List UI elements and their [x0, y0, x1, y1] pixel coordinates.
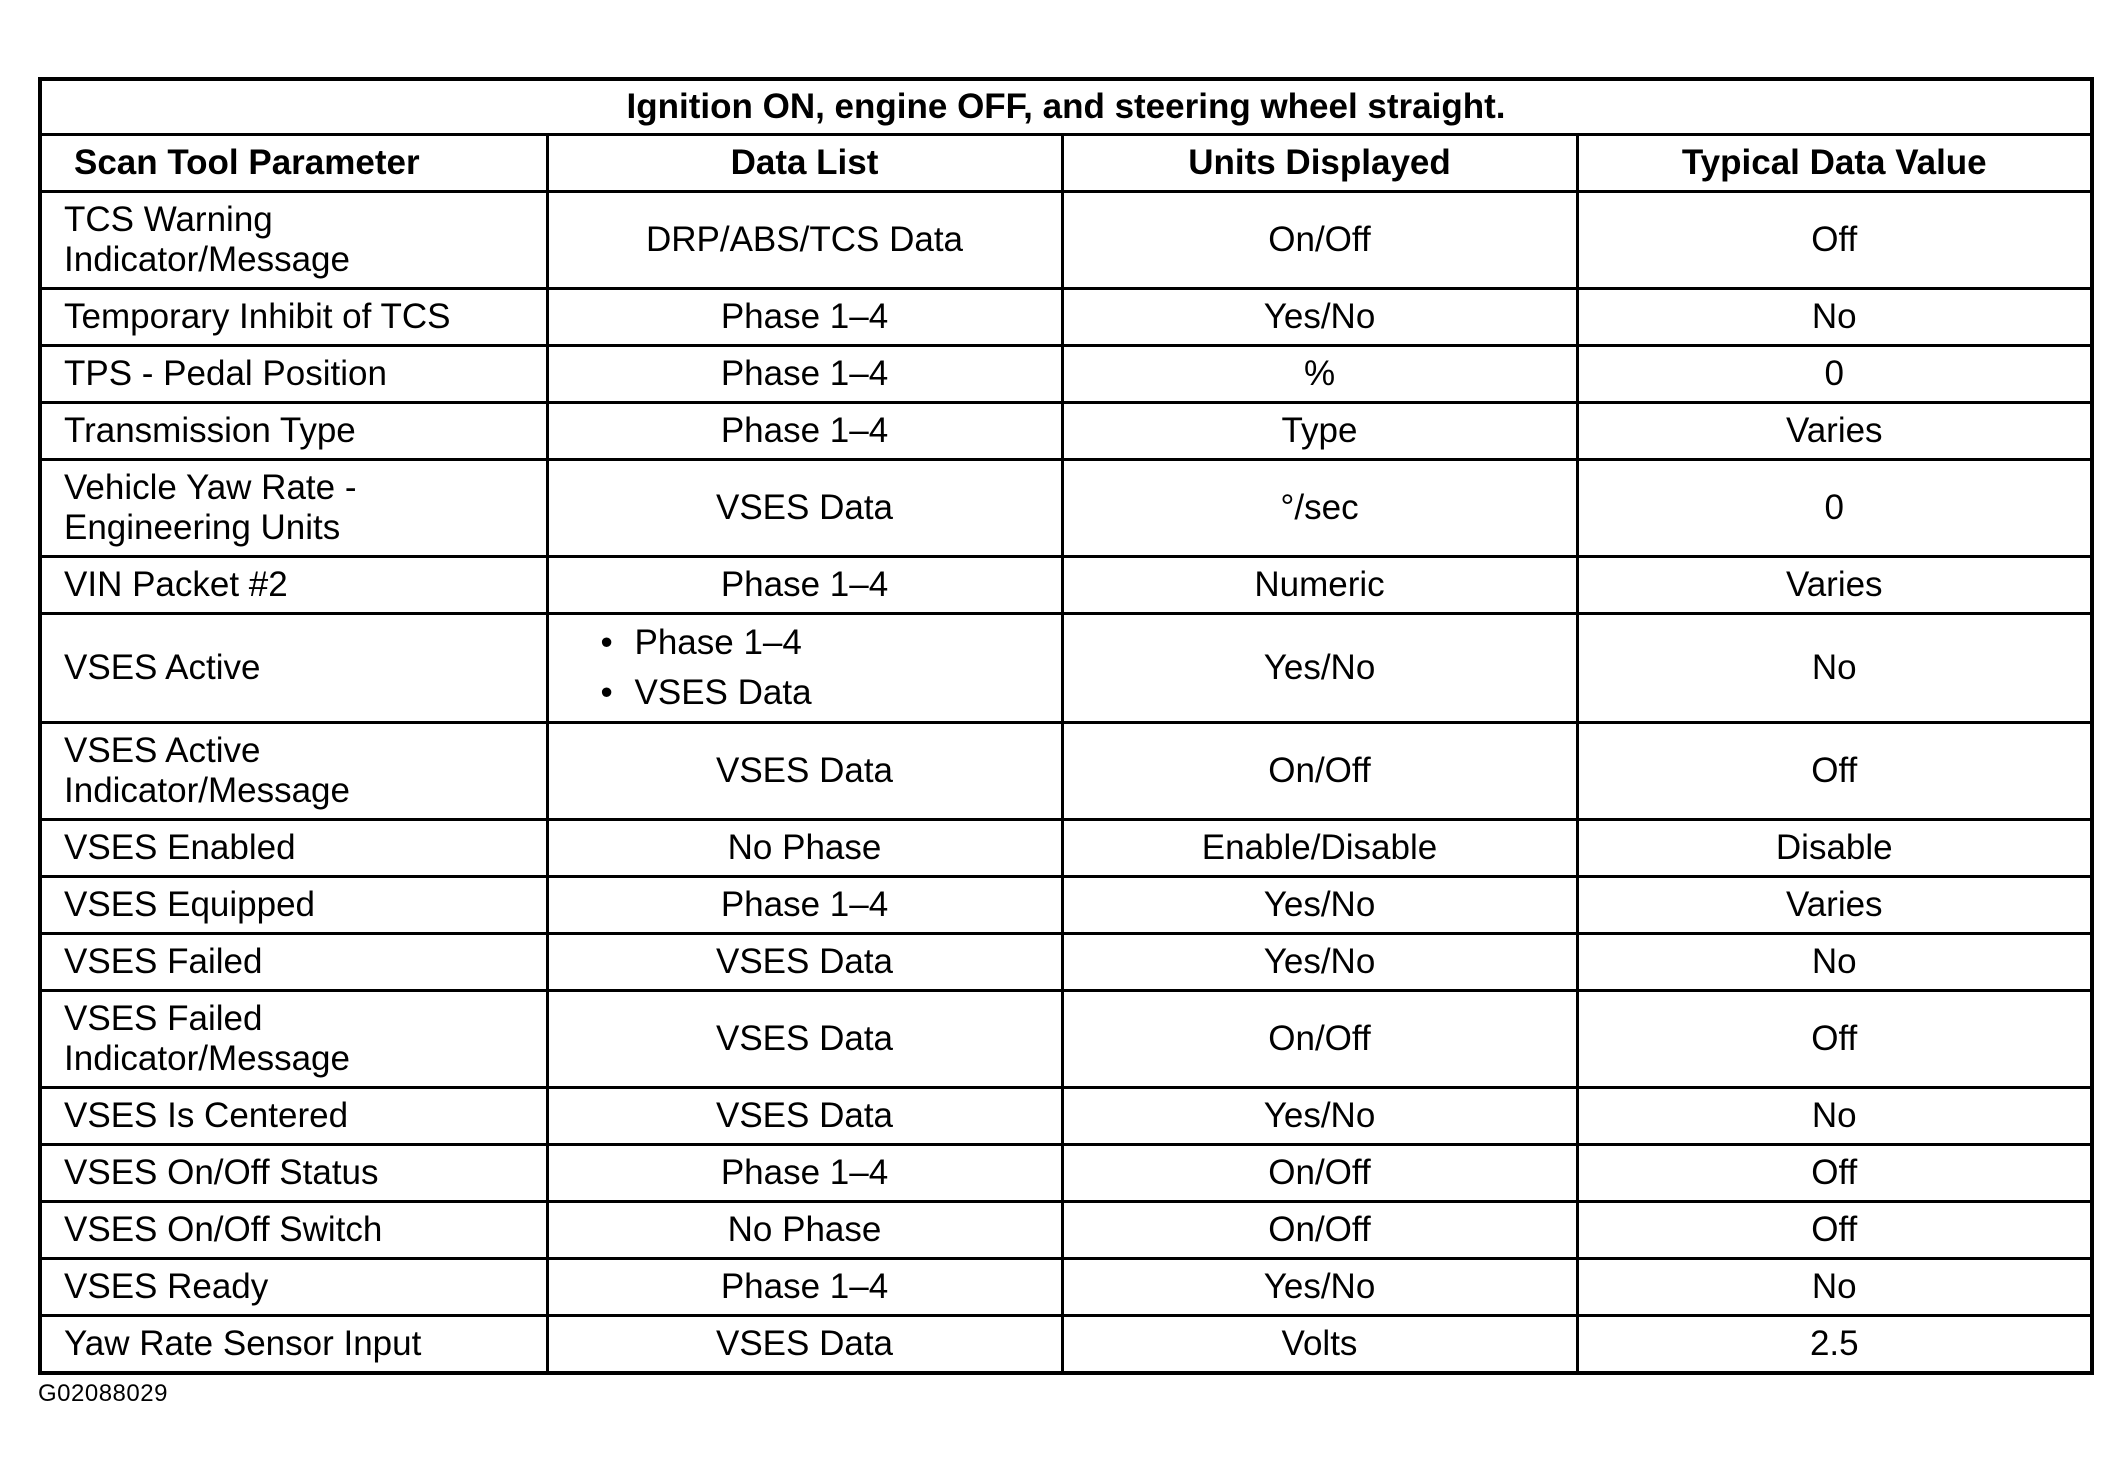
table-row — [40, 877, 2092, 934]
parameter-cell: Transmission Type — [40, 403, 547, 460]
units-cell: Yes/No — [1062, 1088, 1577, 1145]
parameter-cell: VSES Active Indicator/Message — [40, 723, 547, 820]
table-row — [40, 1202, 2092, 1259]
units-cell: Numeric — [1062, 557, 1577, 614]
parameter-cell: VSES Failed Indicator/Message — [40, 991, 547, 1088]
typical-value-cell: Disable — [1577, 820, 2092, 877]
typical-value-cell: Off — [1577, 991, 2092, 1088]
parameter-cell: Vehicle Yaw Rate - Engineering Units — [40, 460, 547, 557]
data-list-cell: VSES Data — [547, 460, 1062, 557]
typical-value-cell: Varies — [1577, 877, 2092, 934]
parameter-cell: VSES Equipped — [40, 877, 547, 934]
units-cell: Yes/No — [1062, 289, 1577, 346]
units-cell: On/Off — [1062, 1145, 1577, 1202]
table-row — [40, 820, 2092, 877]
typical-value-cell: Varies — [1577, 403, 2092, 460]
parameter-cell: VSES On/Off Switch — [40, 1202, 547, 1259]
header-typical-data-value: Typical Data Value — [1577, 135, 2092, 192]
data-list-cell: Phase 1–4 — [547, 1259, 1062, 1316]
table-row — [40, 346, 2092, 403]
header-scan-tool-parameter: Scan Tool Parameter — [40, 135, 547, 192]
typical-value-cell: No — [1577, 934, 2092, 991]
parameter-cell: TCS Warning Indicator/Message — [40, 192, 547, 289]
data-list-cell: Phase 1–4 — [547, 346, 1062, 403]
data-list-cell: VSES Data — [547, 1088, 1062, 1145]
scan-tool-data-table — [38, 77, 2094, 1375]
units-cell: Yes/No — [1062, 614, 1577, 723]
typical-value-cell: No — [1577, 614, 2092, 723]
units-cell: Yes/No — [1062, 934, 1577, 991]
data-list-cell: Phase 1–4 — [547, 1145, 1062, 1202]
units-cell: On/Off — [1062, 192, 1577, 289]
table-row — [40, 1088, 2092, 1145]
data-list-cell: Phase 1–4 — [547, 403, 1062, 460]
typical-value-cell: Off — [1577, 192, 2092, 289]
table-row — [40, 614, 2092, 723]
units-cell: °/sec — [1062, 460, 1577, 557]
parameter-cell: VSES Enabled — [40, 820, 547, 877]
units-cell: On/Off — [1062, 991, 1577, 1088]
data-list-cell: Phase 1–4 — [547, 289, 1062, 346]
typical-value-cell: Off — [1577, 723, 2092, 820]
data-list-cell: VSES Data — [547, 934, 1062, 991]
typical-value-cell: Off — [1577, 1145, 2092, 1202]
table-row — [40, 289, 2092, 346]
table-row — [40, 1259, 2092, 1316]
typical-value-cell: No — [1577, 1259, 2092, 1316]
parameter-cell: VIN Packet #2 — [40, 557, 547, 614]
units-cell: On/Off — [1062, 723, 1577, 820]
units-cell: Yes/No — [1062, 877, 1577, 934]
table-row — [40, 1145, 2092, 1202]
data-list-cell: DRP/ABS/TCS Data — [547, 192, 1062, 289]
parameter-cell: VSES Is Centered — [40, 1088, 547, 1145]
units-cell: Type — [1062, 403, 1577, 460]
data-list-bullet-item: • VSES Data — [601, 668, 1047, 718]
typical-value-cell: No — [1577, 289, 2092, 346]
table-row — [40, 557, 2092, 614]
data-list-bullets — [601, 618, 1047, 718]
typical-value-cell: No — [1577, 1088, 2092, 1145]
scan-tool-data-sheet — [38, 77, 2090, 1375]
parameter-cell: VSES Active — [40, 614, 547, 723]
data-list-cell: Phase 1–4 — [547, 877, 1062, 934]
table-row — [40, 192, 2092, 289]
table-row — [40, 460, 2092, 557]
units-cell: Yes/No — [1062, 1259, 1577, 1316]
table-row — [40, 723, 2092, 820]
typical-value-cell: Off — [1577, 1202, 2092, 1259]
data-list-cell — [547, 614, 1062, 723]
typical-value-cell: 0 — [1577, 460, 2092, 557]
parameter-cell: VSES On/Off Status — [40, 1145, 547, 1202]
units-cell: Enable/Disable — [1062, 820, 1577, 877]
table-row — [40, 991, 2092, 1088]
data-list-cell: No Phase — [547, 820, 1062, 877]
data-list-cell: VSES Data — [547, 1316, 1062, 1374]
table-row — [40, 403, 2092, 460]
parameter-cell: Yaw Rate Sensor Input — [40, 1316, 547, 1374]
table-row — [40, 1316, 2092, 1374]
typical-value-cell: 2.5 — [1577, 1316, 2092, 1374]
data-list-cell: No Phase — [547, 1202, 1062, 1259]
header-units-displayed: Units Displayed — [1062, 135, 1577, 192]
parameter-cell: VSES Ready — [40, 1259, 547, 1316]
data-list-cell: VSES Data — [547, 723, 1062, 820]
table-header-row — [40, 135, 2092, 192]
table-banner-row — [40, 79, 2092, 135]
figure-id: G02088029 — [38, 1380, 168, 1407]
table-banner: Ignition ON, engine OFF, and steering wheel straight. — [40, 79, 2092, 135]
parameter-cell: TPS - Pedal Position — [40, 346, 547, 403]
parameter-cell: Temporary Inhibit of TCS — [40, 289, 547, 346]
units-cell: Volts — [1062, 1316, 1577, 1374]
units-cell: On/Off — [1062, 1202, 1577, 1259]
parameter-cell: VSES Failed — [40, 934, 547, 991]
header-data-list: Data List — [547, 135, 1062, 192]
units-cell: % — [1062, 346, 1577, 403]
typical-value-cell: 0 — [1577, 346, 2092, 403]
typical-value-cell: Varies — [1577, 557, 2092, 614]
table-row — [40, 934, 2092, 991]
data-list-cell: Phase 1–4 — [547, 557, 1062, 614]
data-list-bullet-item: • Phase 1–4 — [601, 618, 1047, 668]
data-list-cell: VSES Data — [547, 991, 1062, 1088]
